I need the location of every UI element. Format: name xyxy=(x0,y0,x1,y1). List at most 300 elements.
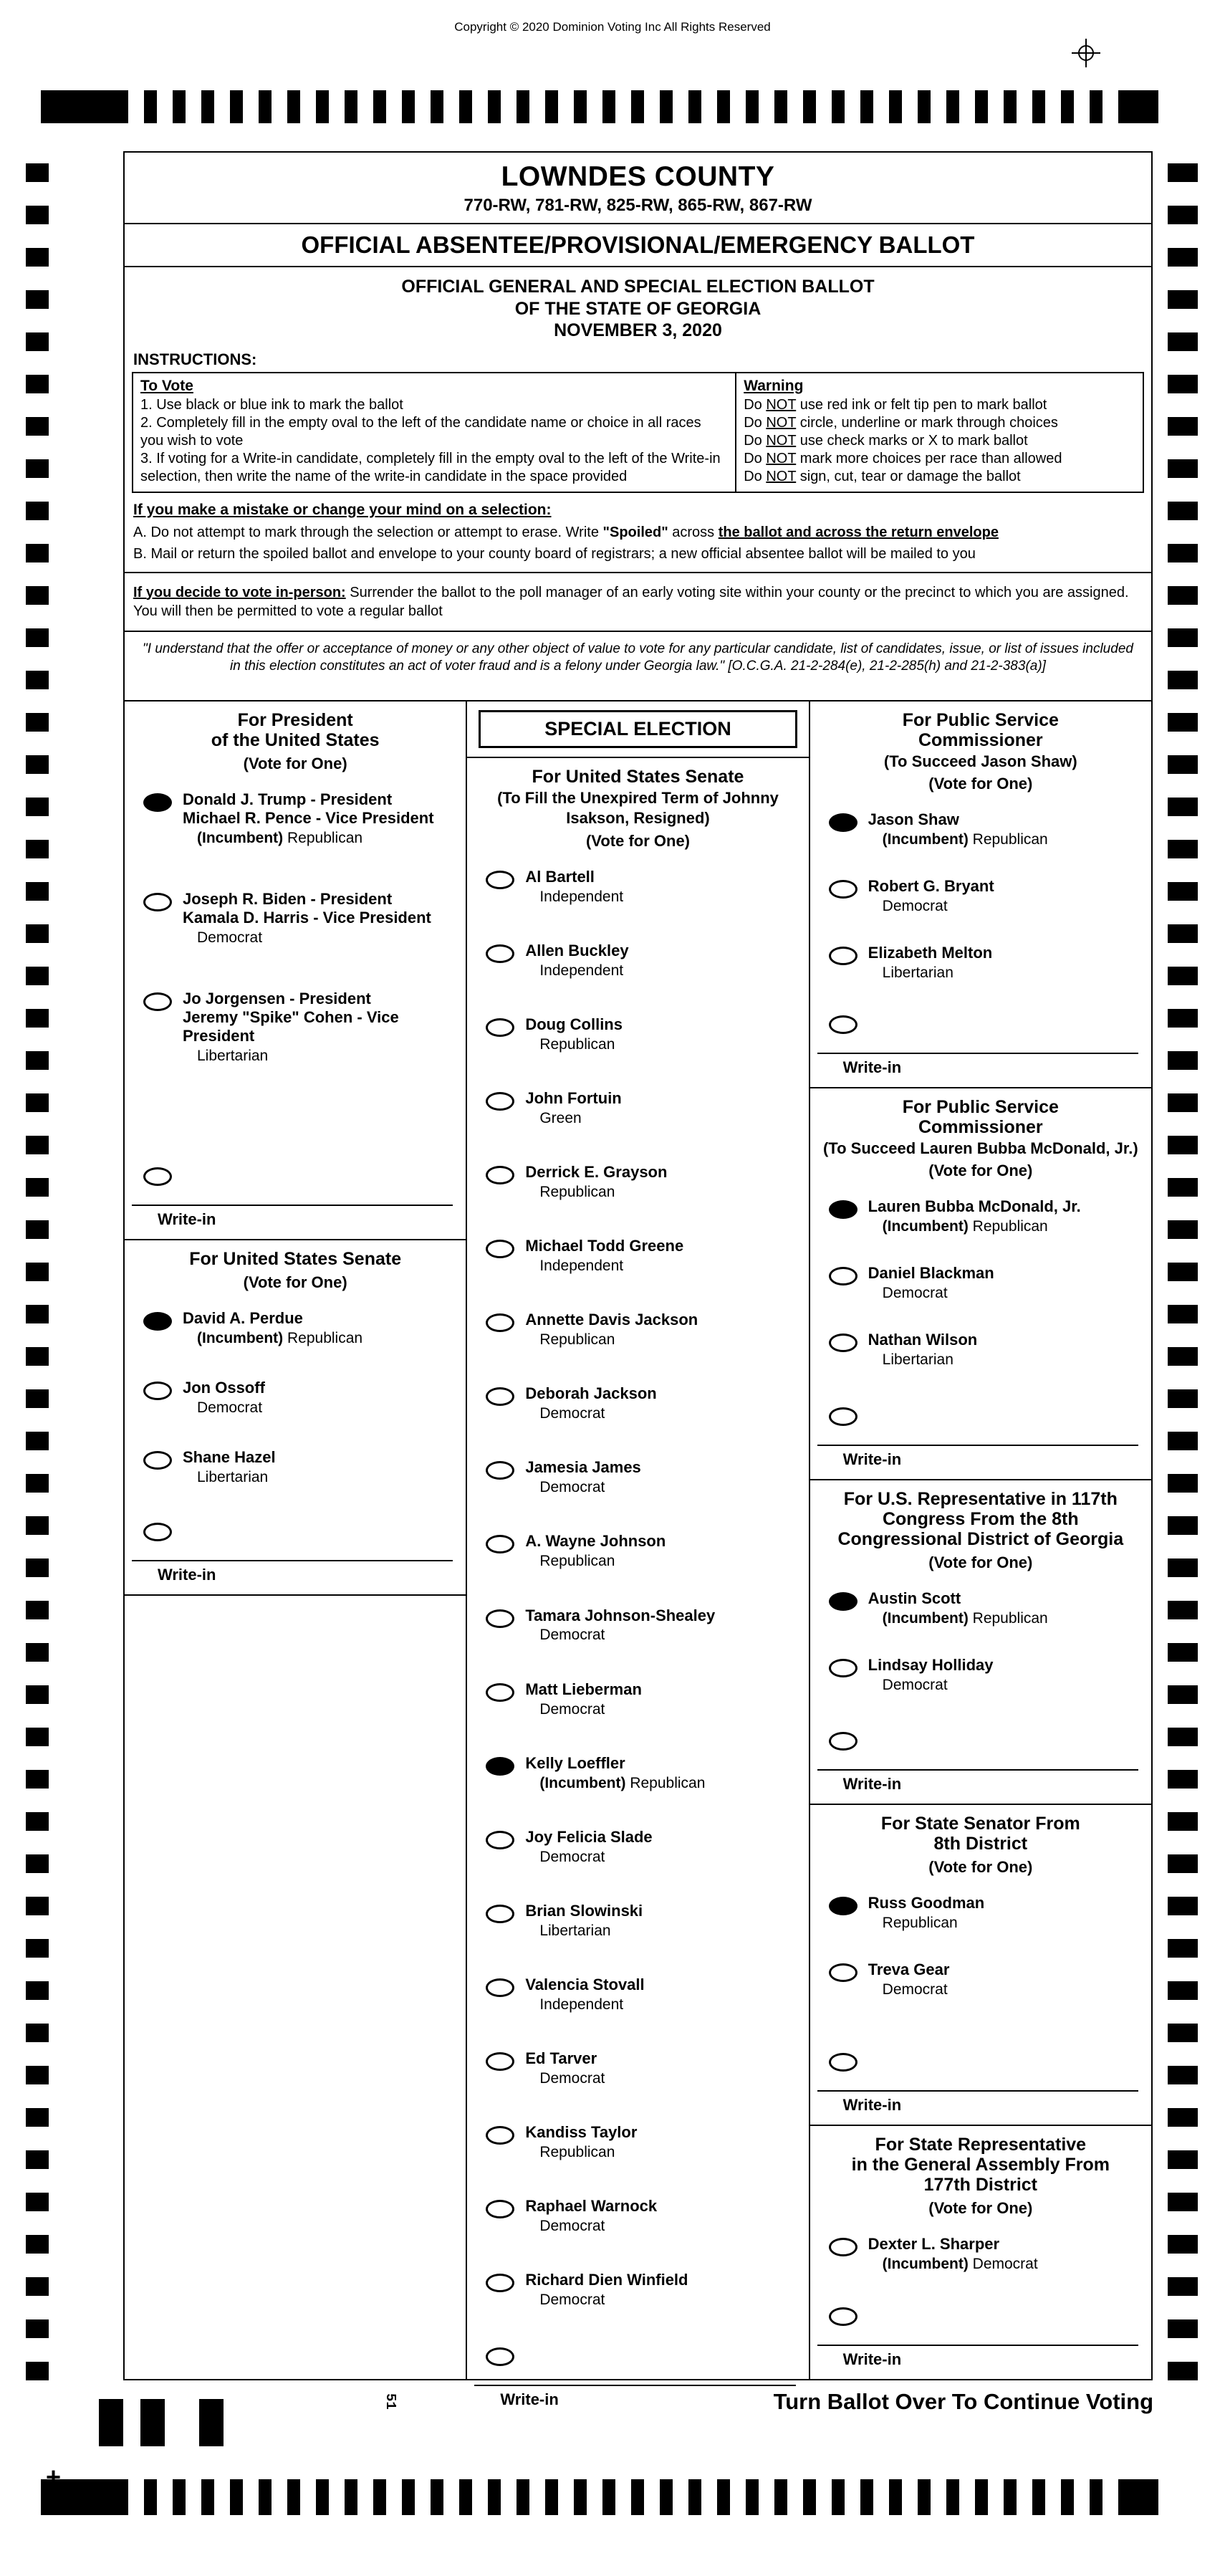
candidate-party: Republican xyxy=(539,2144,615,2161)
timing-mark xyxy=(26,1601,49,1619)
to-vote-title: To Vote xyxy=(140,377,193,394)
timing-mark xyxy=(1168,2319,1198,2338)
turn-over-notice: Turn Ballot Over To Continue Voting xyxy=(773,2389,1153,2414)
candidate-oval-empty[interactable] xyxy=(829,1334,858,1352)
to-vote-item: 1. Use black or blue ink to mark the ballot xyxy=(140,396,403,413)
timing-mark xyxy=(26,1178,49,1197)
contest xyxy=(810,1805,1151,2126)
timing-mark xyxy=(144,90,157,123)
candidate-oval-filled[interactable] xyxy=(829,1592,858,1611)
candidate-party: (Incumbent) Republican xyxy=(882,1218,1048,1235)
write-in-row xyxy=(486,2345,801,2366)
candidate-name: Richard Dien Winfield xyxy=(525,2271,688,2289)
candidate-oval-filled[interactable] xyxy=(829,1200,858,1219)
candidate-party: Republican xyxy=(539,1183,615,1200)
candidate-info xyxy=(183,990,458,1065)
candidate-oval-empty[interactable] xyxy=(486,1683,514,1702)
contest-header xyxy=(467,765,808,868)
candidate-party: Libertarian xyxy=(197,1469,269,1486)
candidate-oval-empty[interactable] xyxy=(486,2126,514,2145)
incumbent-label: (Incumbent) xyxy=(539,1774,630,1791)
timing-mark xyxy=(1168,1939,1198,1958)
timing-mark xyxy=(316,2479,329,2515)
timing-marks-top xyxy=(41,90,1158,123)
incumbent-label: (Incumbent) xyxy=(882,831,973,848)
timing-mark xyxy=(26,1558,49,1577)
candidate-info xyxy=(525,1015,623,1053)
candidate-oval-empty[interactable] xyxy=(143,992,172,1011)
candidate-info xyxy=(525,1311,698,1349)
timing-mark xyxy=(517,90,529,123)
write-in-block xyxy=(125,1164,466,1239)
write-in-line[interactable] xyxy=(474,2385,795,2386)
timing-mark xyxy=(26,1389,49,1408)
contest-title-line: Commissioner xyxy=(918,1117,1043,1137)
timing-mark xyxy=(26,2235,49,2254)
candidate-party: Republican xyxy=(882,1914,958,1931)
in-person-section xyxy=(125,573,1151,632)
timing-mark xyxy=(431,90,443,123)
candidate-row xyxy=(829,1331,1144,1369)
timing-mark xyxy=(746,90,759,123)
timing-mark xyxy=(860,90,873,123)
contest-header xyxy=(125,1248,466,1309)
candidate-oval-empty[interactable] xyxy=(143,1382,172,1400)
timing-mark xyxy=(26,1854,49,1873)
candidate-info xyxy=(868,1656,994,1694)
candidate-party: Democrat xyxy=(882,1285,948,1302)
contest xyxy=(125,1240,466,1596)
candidate-party: Democrat xyxy=(882,898,948,915)
candidate-party: Democrat xyxy=(197,929,263,946)
candidate-info xyxy=(868,1960,950,1998)
timing-mark xyxy=(1168,1728,1198,1746)
write-in-oval[interactable] xyxy=(143,1167,172,1186)
timing-mark xyxy=(660,2479,673,2515)
candidate-info xyxy=(525,1902,643,1940)
write-in-row xyxy=(829,1404,1144,1426)
candidate-oval-empty[interactable] xyxy=(486,1166,514,1184)
candidate-oval-empty[interactable] xyxy=(486,1018,514,1037)
timing-mark xyxy=(259,90,272,123)
contest-subtitle-line: (To Succeed Jason Shaw) xyxy=(883,752,1077,770)
timing-mark xyxy=(26,1728,49,1746)
candidate-name: Raphael Warnock xyxy=(525,2197,658,2216)
stub-timing-marks xyxy=(99,2399,224,2446)
timing-mark xyxy=(402,90,415,123)
timing-mark xyxy=(26,1093,49,1112)
write-in-row xyxy=(829,1012,1144,1034)
timing-mark xyxy=(26,1305,49,1323)
candidate-row xyxy=(143,890,458,947)
timing-mark xyxy=(1168,2235,1198,2254)
timing-mark xyxy=(1168,544,1198,562)
candidate-oval-empty[interactable] xyxy=(486,2052,514,2071)
candidate-info xyxy=(525,1384,656,1422)
candidate-oval-filled[interactable] xyxy=(829,1897,858,1915)
write-in-block xyxy=(810,2050,1151,2125)
vote-for-instruction: (Vote for One) xyxy=(243,755,347,772)
timing-mark xyxy=(889,90,902,123)
contest-title-line: in the General Assembly From xyxy=(851,2155,1110,2175)
to-vote-item: 3. If voting for a Write-in candidate, completely fill in the empty oval to the left of the Write-in selection, then write the name of the write-in candidate in the space provided xyxy=(140,450,721,484)
timing-mark xyxy=(688,2479,701,2515)
timing-mark xyxy=(140,2399,165,2446)
candidate-party: Independent xyxy=(539,1258,624,1275)
warning-item: Do NOT use check marks or X to mark ballot xyxy=(744,432,1028,449)
candidate-oval-empty[interactable] xyxy=(486,1313,514,1332)
timing-mark xyxy=(602,90,615,123)
candidate-party: Democrat xyxy=(539,1405,605,1422)
timing-mark xyxy=(1168,1812,1198,1831)
timing-mark xyxy=(316,90,329,123)
timing-mark xyxy=(287,2479,300,2515)
contest-subtitle-line: Isakson, Resigned) xyxy=(566,809,710,828)
county-name: LOWNDES COUNTY xyxy=(501,161,775,192)
candidate-party: Republican xyxy=(539,1331,615,1349)
timing-mark xyxy=(345,2479,357,2515)
vote-for-instruction: (Vote for One) xyxy=(928,775,1033,793)
timing-mark xyxy=(1168,1347,1198,1366)
candidate-name: Tamara Johnson-Shealey xyxy=(525,1606,716,1624)
candidate-row xyxy=(829,1960,1144,1998)
candidate-name: Joseph R. Biden - President xyxy=(183,890,393,909)
candidate-name: Elizabeth Melton xyxy=(868,944,993,962)
timing-mark xyxy=(26,1643,49,1662)
candidate-oval-empty[interactable] xyxy=(486,1905,514,1923)
write-in-line[interactable] xyxy=(817,2345,1138,2346)
timing-mark xyxy=(26,163,49,182)
contest-subtitle-line: (To Fill the Unexpired Term of Johnny xyxy=(497,789,779,807)
timing-mark xyxy=(26,375,49,393)
vote-for-instruction: (Vote for One) xyxy=(243,1273,347,1291)
timing-mark xyxy=(1168,967,1198,985)
candidate-info xyxy=(525,1680,642,1718)
timing-mark xyxy=(26,1812,49,1831)
write-in-row xyxy=(829,2050,1144,2072)
candidate-info xyxy=(183,1448,276,1486)
timing-mark xyxy=(1032,90,1045,123)
timing-mark xyxy=(1168,671,1198,689)
candidate-row xyxy=(829,877,1144,915)
candidate-oval-empty[interactable] xyxy=(486,1609,514,1628)
candidate-oval-empty[interactable] xyxy=(486,944,514,963)
timing-mark xyxy=(402,2479,415,2515)
candidate-row xyxy=(829,1264,1144,1302)
candidate-party: Republican xyxy=(539,1035,615,1053)
timing-mark xyxy=(1168,1558,1198,1577)
candidate-oval-filled[interactable] xyxy=(143,1312,172,1331)
warning-item: Do NOT use red ink or felt tip pen to mark ballot xyxy=(744,396,1047,413)
candidate-row xyxy=(486,2197,801,2235)
candidate-info xyxy=(525,1828,652,1866)
candidate-name: Dexter L. Sharper xyxy=(868,2235,1000,2253)
write-in-line[interactable] xyxy=(817,1445,1138,1446)
contest xyxy=(467,758,808,2419)
candidate-oval-empty[interactable] xyxy=(829,947,858,965)
candidate-name: Shane Hazel xyxy=(183,1448,276,1467)
candidate-info xyxy=(525,1458,640,1496)
write-in-oval[interactable] xyxy=(143,1523,172,1541)
candidate-row xyxy=(829,2235,1144,2273)
candidate-party: Democrat xyxy=(539,2218,605,2235)
timing-mark xyxy=(1168,1516,1198,1535)
warning-item: Do NOT circle, underline or mark through choices xyxy=(744,414,1058,431)
timing-mark xyxy=(746,2479,759,2515)
contest-header xyxy=(810,1488,1151,1589)
timing-mark xyxy=(287,90,300,123)
timing-mark xyxy=(602,2479,615,2515)
write-in-line[interactable] xyxy=(817,1053,1138,1054)
timing-mark xyxy=(26,1897,49,1915)
timing-mark xyxy=(574,2479,587,2515)
timing-mark xyxy=(1168,713,1198,732)
candidate-party: Democrat xyxy=(539,1627,605,1644)
mistake-line-a: A. Do not attempt to mark through the selection or attempt to erase. Write "Spoiled" across the ballot and across the return envelope xyxy=(133,524,999,540)
incumbent-label: (Incumbent) xyxy=(197,829,287,846)
timing-mark xyxy=(1168,1770,1198,1789)
contest-title-line: For Public Service xyxy=(902,710,1059,730)
timing-mark xyxy=(1168,882,1198,901)
write-in-label: Write-in xyxy=(842,2350,902,2368)
timing-mark xyxy=(431,2479,443,2515)
candidate-party: Libertarian xyxy=(539,1922,611,1939)
contest-subtitle-line: (To Succeed Lauren Bubba McDonald, Jr.) xyxy=(822,1139,1138,1157)
candidate-info xyxy=(868,1589,1048,1627)
timing-mark xyxy=(173,2479,186,2515)
write-in-oval[interactable] xyxy=(829,1015,858,1034)
candidate-oval-filled[interactable] xyxy=(486,1757,514,1776)
timing-mark xyxy=(26,798,49,816)
candidate-name: A. Wayne Johnson xyxy=(525,1532,666,1551)
write-in-line[interactable] xyxy=(132,1205,453,1206)
timing-mark xyxy=(26,290,49,309)
contest-title-line: For President xyxy=(237,710,353,730)
candidate-row xyxy=(486,2123,801,2161)
warning-item: Do NOT sign, cut, tear or damage the ballot xyxy=(744,468,1021,484)
candidate-row xyxy=(486,1532,801,1570)
candidate-oval-filled[interactable] xyxy=(143,793,172,812)
candidate-row xyxy=(143,990,458,1065)
timing-mark xyxy=(1168,206,1198,224)
timing-mark xyxy=(1168,1220,1198,1239)
candidate-party: Democrat xyxy=(539,2292,605,2309)
timing-mark xyxy=(1168,417,1198,436)
candidate-info xyxy=(868,1197,1081,1235)
candidate-name: John Fortuin xyxy=(525,1088,622,1107)
candidate-name: Annette Davis Jackson xyxy=(525,1311,698,1329)
timing-mark xyxy=(1168,332,1198,351)
timing-mark xyxy=(517,2479,529,2515)
candidate-info xyxy=(525,2123,637,2161)
contest-title-line: Congress From the 8th xyxy=(882,1509,1079,1529)
candidate-party: (Incumbent) Republican xyxy=(539,1774,706,1791)
candidate-info xyxy=(525,1607,715,1644)
candidate-name: Doug Collins xyxy=(525,1015,623,1033)
candidate-row xyxy=(829,1197,1144,1235)
timing-mark xyxy=(1168,163,1198,182)
timing-mark xyxy=(26,1009,49,1028)
timing-mark xyxy=(975,90,988,123)
warning-cell xyxy=(736,373,1143,492)
candidate-name: Derrick E. Grayson xyxy=(525,1162,668,1181)
timing-mark xyxy=(1168,2277,1198,2296)
timing-mark xyxy=(774,2479,787,2515)
timing-mark xyxy=(1090,2479,1102,2515)
candidate-party: Independent xyxy=(539,1996,624,2013)
timing-mark xyxy=(26,1347,49,1366)
timing-mark xyxy=(774,90,787,123)
timing-mark xyxy=(918,90,931,123)
candidate-row xyxy=(829,1894,1144,1932)
candidate-oval-empty[interactable] xyxy=(829,1267,858,1285)
candidate-name: David A. Perdue xyxy=(183,1309,303,1327)
candidate-name: Michael Todd Greene xyxy=(525,1237,684,1255)
write-in-oval[interactable] xyxy=(829,2053,858,2072)
write-in-row xyxy=(143,1520,458,1541)
write-in-oval[interactable] xyxy=(829,1407,858,1426)
candidate-oval-empty[interactable] xyxy=(143,1451,172,1470)
candidate-oval-empty[interactable] xyxy=(486,2274,514,2292)
candidate-party: Democrat xyxy=(539,1479,605,1496)
candidate-oval-empty[interactable] xyxy=(486,1387,514,1406)
timing-marks-right xyxy=(1168,163,1198,2380)
timing-mark xyxy=(631,90,644,123)
timing-mark xyxy=(574,90,587,123)
timing-mark xyxy=(26,206,49,224)
timing-mark xyxy=(201,2479,214,2515)
candidate-name: Michael R. Pence - Vice President xyxy=(183,808,434,827)
candidate-info xyxy=(868,1331,978,1369)
candidate-oval-empty[interactable] xyxy=(486,1978,514,1997)
candidate-row xyxy=(486,1680,801,1718)
candidate-oval-empty[interactable] xyxy=(486,1461,514,1480)
timing-mark xyxy=(688,90,701,123)
candidate-party: Democrat xyxy=(197,1399,263,1417)
timing-mark xyxy=(26,1051,49,1070)
candidate-party: Democrat xyxy=(539,1700,605,1718)
write-in-oval[interactable] xyxy=(829,1732,858,1751)
timing-mark xyxy=(201,90,214,123)
candidate-oval-empty[interactable] xyxy=(486,1240,514,1258)
timing-mark xyxy=(1168,1093,1198,1112)
candidate-oval-empty[interactable] xyxy=(486,1535,514,1553)
write-in-line[interactable] xyxy=(132,1560,453,1561)
candidate-oval-empty[interactable] xyxy=(829,880,858,899)
contest-title-line: of the United States xyxy=(211,730,380,750)
write-in-row xyxy=(829,2304,1144,2326)
candidate-party: Libertarian xyxy=(882,964,953,982)
contest xyxy=(810,702,1151,1088)
candidate-party: Libertarian xyxy=(197,1047,269,1064)
timing-mark xyxy=(832,2479,845,2515)
timing-mark xyxy=(26,1432,49,1450)
timing-mark xyxy=(26,882,49,901)
contest-title-line: 177th District xyxy=(923,2175,1038,2195)
candidate-oval-empty[interactable] xyxy=(486,2200,514,2218)
write-in-label: Write-in xyxy=(158,1566,216,1584)
special-election-title: SPECIAL ELECTION xyxy=(479,710,797,748)
candidate-info xyxy=(183,1379,265,1417)
timing-mark xyxy=(26,1981,49,2000)
candidate-oval-empty[interactable] xyxy=(486,871,514,889)
timing-mark xyxy=(545,2479,558,2515)
timing-mark xyxy=(1168,2362,1198,2380)
write-in-line[interactable] xyxy=(817,2090,1138,2092)
candidate-name: Valencia Stovall xyxy=(525,1976,645,1993)
oath-text: "I understand that the offer or acceptance of money or any other object of value to vote for any particular candidate, list of candidates, issue, or list of issues included in this election constitutes an act of voter fraud and is a felony under Georgia law." [O.C.G.A. 21-2-284(e), 21-2-285(h) and 21-2-383(a)] xyxy=(143,641,1133,674)
candidate-info xyxy=(868,944,993,982)
candidate-party: (Incumbent) Republican xyxy=(882,831,1048,848)
candidate-party: (Incumbent) Democrat xyxy=(882,2255,1038,2272)
candidate-row xyxy=(486,1311,801,1349)
write-in-oval[interactable] xyxy=(829,2307,858,2326)
candidate-oval-filled[interactable] xyxy=(829,813,858,832)
candidate-oval-empty[interactable] xyxy=(486,1831,514,1849)
timing-mark xyxy=(1118,90,1158,123)
timing-mark xyxy=(1168,1643,1198,1662)
timing-marks-bottom xyxy=(41,2479,1158,2515)
candidate-oval-empty[interactable] xyxy=(829,1659,858,1677)
timing-mark xyxy=(26,544,49,562)
timing-mark xyxy=(26,671,49,689)
timing-mark xyxy=(889,2479,902,2515)
timing-mark xyxy=(373,2479,386,2515)
candidate-oval-empty[interactable] xyxy=(486,1092,514,1111)
contest-column-1 xyxy=(125,702,467,2379)
candidate-row xyxy=(143,1379,458,1417)
timing-mark xyxy=(1168,1009,1198,1028)
timing-mark xyxy=(1168,1051,1198,1070)
candidate-row xyxy=(486,1237,801,1275)
mistake-section xyxy=(125,493,1151,573)
candidate-oval-empty[interactable] xyxy=(829,2238,858,2256)
candidate-party: Libertarian xyxy=(882,1351,953,1369)
candidate-info xyxy=(525,1089,621,1127)
write-in-oval[interactable] xyxy=(486,2347,514,2366)
timing-mark xyxy=(459,2479,472,2515)
timing-mark xyxy=(1004,90,1017,123)
candidate-row xyxy=(486,868,801,906)
timing-mark xyxy=(1168,1685,1198,1704)
contest-title-line: 8th District xyxy=(933,1834,1028,1854)
timing-mark xyxy=(803,2479,816,2515)
timing-mark xyxy=(1168,1305,1198,1323)
candidate-info xyxy=(525,1532,666,1570)
timing-mark xyxy=(230,90,243,123)
candidate-party: Green xyxy=(539,1109,582,1126)
timing-mark xyxy=(1118,2479,1158,2515)
candidate-row xyxy=(486,1754,801,1792)
election-title-line: OFFICIAL GENERAL AND SPECIAL ELECTION BALLOT xyxy=(401,277,875,297)
timing-mark xyxy=(173,90,186,123)
candidate-info xyxy=(525,2197,657,2235)
special-election-banner xyxy=(467,702,808,758)
timing-mark xyxy=(717,90,730,123)
timing-mark xyxy=(1168,1136,1198,1154)
candidate-row xyxy=(829,1589,1144,1627)
contest xyxy=(810,1480,1151,1805)
candidate-name: Austin Scott xyxy=(868,1589,961,1607)
candidate-oval-empty[interactable] xyxy=(143,893,172,911)
candidate-party: Democrat xyxy=(882,1981,948,1998)
timing-mark xyxy=(199,2399,224,2446)
candidate-info xyxy=(525,1163,667,1201)
write-in-line[interactable] xyxy=(817,1769,1138,1771)
timing-mark xyxy=(26,586,49,605)
candidate-oval-empty[interactable] xyxy=(829,1963,858,1982)
timing-mark xyxy=(459,90,472,123)
